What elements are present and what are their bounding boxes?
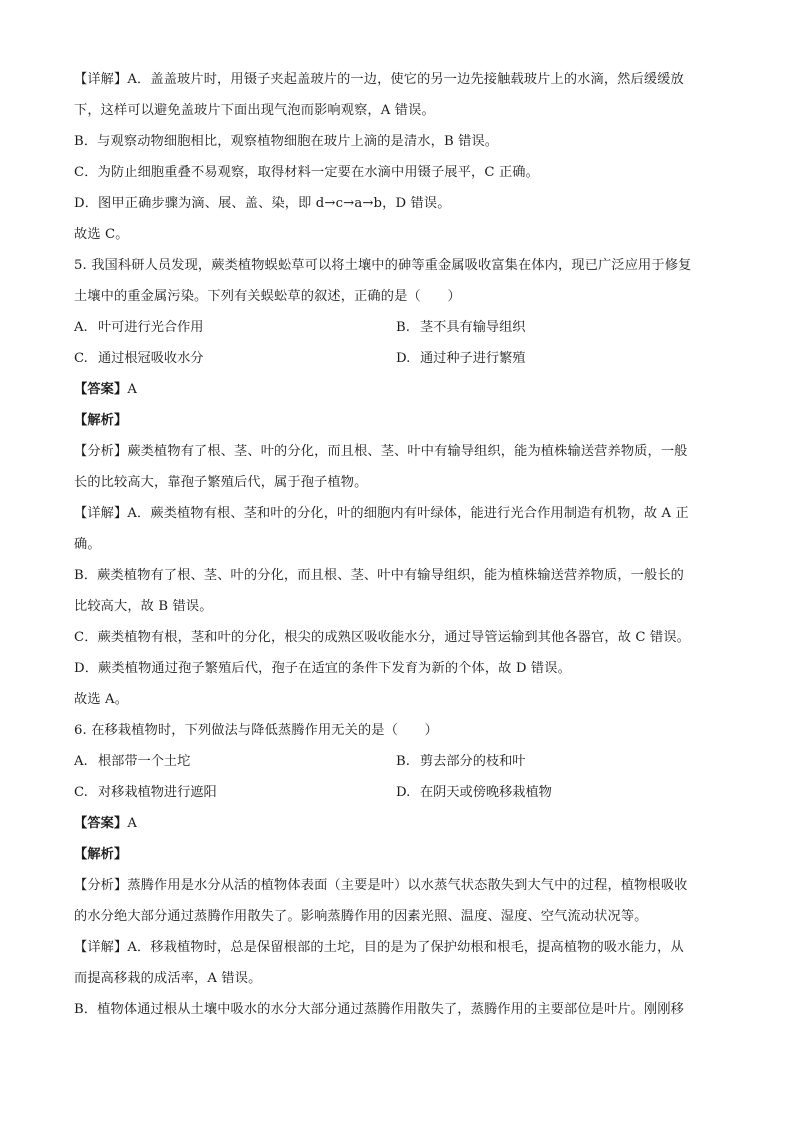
text-line: 而提高移栽的成活率，A 错误。 bbox=[74, 971, 262, 986]
question-5 bbox=[74, 250, 724, 715]
text-line: 下，这样可以避免盖玻片下面出现气泡而影响观察，A 错误。 bbox=[74, 103, 435, 118]
option-d: D. 通过种子进行繁殖 bbox=[396, 351, 526, 366]
option-c: C. 对移栽植物进行遮阳 bbox=[74, 785, 217, 800]
answer-line bbox=[74, 808, 724, 839]
option-d: D. 在阴天或傍晚移栽植物 bbox=[396, 785, 552, 800]
answer-label: 【答案】 bbox=[74, 816, 128, 831]
options-row bbox=[74, 746, 724, 777]
text-line: B．植物体通过根从土壤中吸水的水分大部分通过蒸腾作用散失了，蒸腾作用的主要部位是叶片。刚刚移 bbox=[74, 1002, 685, 1017]
text-line: B．蕨类植物有了根、茎、叶的分化，而且根、茎、叶中有输导组织，能为植株输送营养物质，一般长的 bbox=[74, 568, 685, 583]
question-6 bbox=[74, 715, 724, 1025]
option-b: B. 茎不具有输导组织 bbox=[396, 320, 526, 335]
text-line: 的水分绝大部分通过蒸腾作用散失了。影响蒸腾作用的因素光照、温度、湿度、空气流动状况等。 bbox=[74, 909, 648, 924]
answer-value: A bbox=[127, 382, 138, 397]
options-row bbox=[74, 777, 724, 808]
q4-explanation bbox=[74, 64, 724, 250]
text-line: C．为防止细胞重叠不易观察，取得材料一定要在水滴中用镊子展平，C 正确。 bbox=[74, 165, 539, 180]
text-line: 故选 A。 bbox=[74, 692, 129, 707]
text-line: D．蕨类植物通过孢子繁殖后代，孢子在适宜的条件下发育为新的个体，故 D 错误。 bbox=[74, 661, 571, 676]
text-line: D．图甲正确步骤为滴、展、盖、染，即 d→c→a→b，D 错误。 bbox=[74, 196, 451, 211]
options-row bbox=[74, 312, 724, 343]
question-stem: 5. 我国科研人员发现，蕨类植物蜈蚣草可以将土壤中的砷等重金属吸收富集在体内，现已广泛应用于修复 bbox=[74, 258, 692, 273]
question-stem: 6. 在移栽植物时，下列做法与降低蒸腾作用无关的是（ ） bbox=[74, 723, 438, 738]
analysis-label: 【解析】 bbox=[74, 847, 128, 862]
text-line: 【分析】蒸腾作用是水分从活的植物体表面（主要是叶）以水蒸气状态散失到大气中的过程，植物根吸收 bbox=[74, 878, 688, 893]
answer-label: 【答案】 bbox=[74, 382, 128, 397]
text-line: C．蕨类植物有根，茎和叶的分化，根尖的成熟区吸收能水分，通过导管运输到其他各器官，故 C 错误。 bbox=[74, 630, 691, 645]
text-line: 长的比较高大，靠孢子繁殖后代，属于孢子植物。 bbox=[74, 475, 368, 490]
text-line: 确。 bbox=[74, 537, 101, 552]
analysis-label: 【解析】 bbox=[74, 413, 128, 428]
text-line: 【详解】A．蕨类植物有根、茎和叶的分化，叶的细胞内有叶绿体，能进行光合作用制造有机物，故 A 正 bbox=[74, 506, 689, 521]
option-c: C. 通过根冠吸收水分 bbox=[74, 351, 204, 366]
text-line: 比较高大，故 B 错误。 bbox=[74, 599, 213, 614]
question-stem: 土壤中的重金属污染。下列有关蜈蚣草的叙述，正确的是（ ） bbox=[74, 289, 461, 304]
option-a: A. 根部带一个土坨 bbox=[74, 754, 191, 769]
text-line: B．与观察动物细胞相比，观察植物细胞在玻片上滴的是清水，B 错误。 bbox=[74, 134, 499, 149]
text-line: 【详解】A．盖盖玻片时，用镊子夹起盖玻片的一边，使它的另一边先接触载玻片上的水滴，然后缓缓放 bbox=[74, 72, 684, 87]
option-a: A. 叶可进行光合作用 bbox=[74, 320, 204, 335]
text-line: 【分析】蕨类植物有了根、茎、叶的分化，而且根、茎、叶中有输导组织，能为植株输送营养物质，一般 bbox=[74, 444, 688, 459]
answer-line bbox=[74, 374, 724, 405]
option-b: B. 剪去部分的枝和叶 bbox=[396, 754, 526, 769]
text-line: 【详解】A．移栽植物时，总是保留根部的土坨，目的是为了保护幼根和根毛，提高植物的吸水能力，从 bbox=[74, 940, 684, 955]
options-row bbox=[74, 343, 724, 374]
answer-value: A bbox=[127, 816, 138, 831]
text-line: 故选 C。 bbox=[74, 227, 129, 242]
